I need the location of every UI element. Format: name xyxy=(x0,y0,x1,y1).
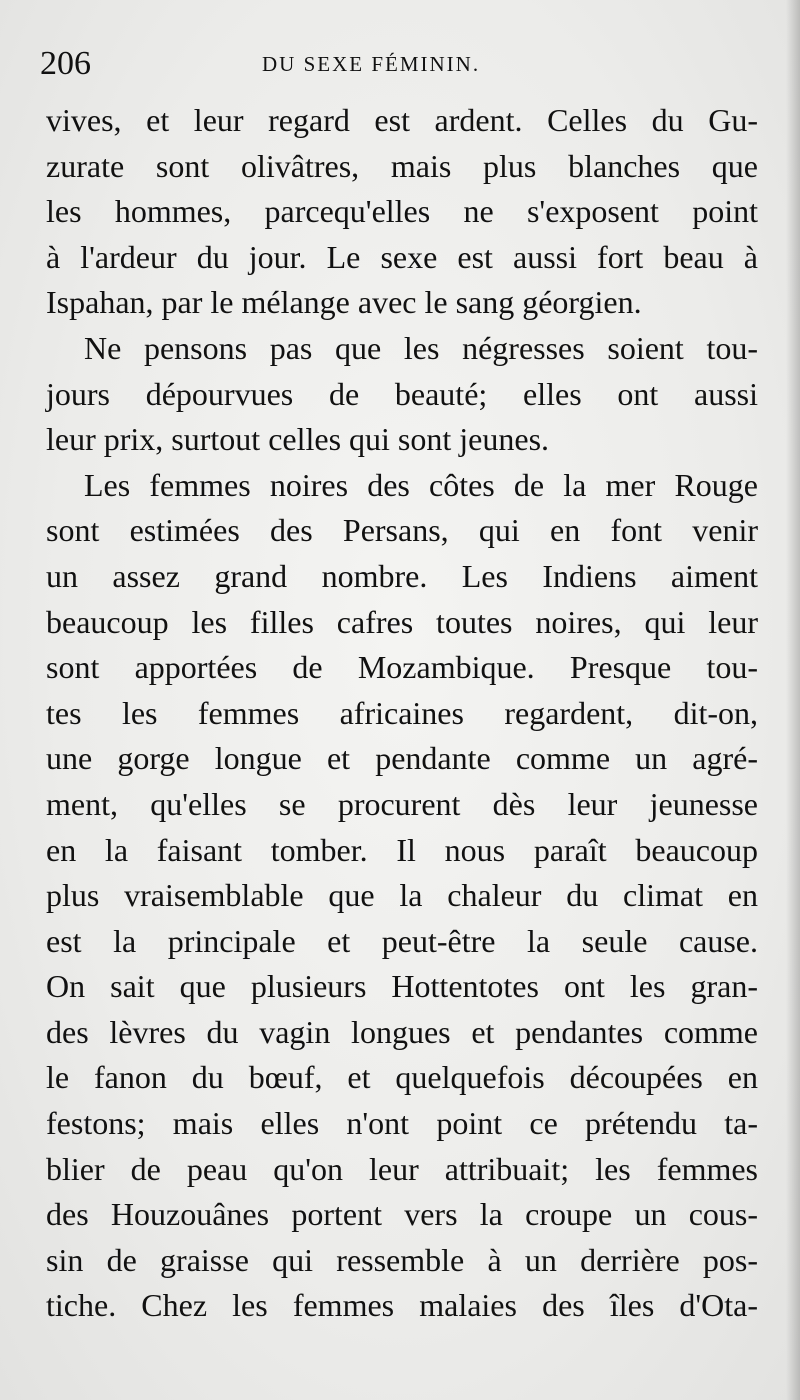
page-edge-shadow xyxy=(786,0,800,1400)
text-line: un assez grand nombre. Les Indiens aiment xyxy=(46,557,758,594)
text-line: vives, et leur regard est ardent. Celles du Gu- xyxy=(46,102,758,138)
running-head: DU SEXE FÉMININ. xyxy=(262,52,481,76)
text-line: est la principale et peut-être la seule cause. xyxy=(46,922,758,959)
page-number: 206 xyxy=(40,45,91,82)
text-line: zurate sont olivâtres, mais plus blanches que xyxy=(46,147,758,184)
text-line: des Houzouânes portent vers la croupe un cous- xyxy=(46,1196,758,1233)
text-line: Les femmes noires des côtes de la mer Rouge xyxy=(84,466,758,503)
text-line: leur prix, surtout celles qui sont jeunes. xyxy=(46,421,550,458)
text-line: beaucoup les filles cafres toutes noires, qui leur xyxy=(46,603,758,640)
text-line: le fanon du bœuf, et quelquefois découpées en xyxy=(46,1059,758,1096)
text-line: On sait que plusieurs Hottentotes ont les gran- xyxy=(46,968,758,1005)
text-line: Ispahan, par le mélange avec le sang géorgien. xyxy=(46,284,642,321)
text-line: à l'ardeur du jour. Le sexe est aussi fort beau à xyxy=(46,238,758,275)
text-line: les hommes, parcequ'elles ne s'exposent point xyxy=(46,193,758,230)
text-line: une gorge longue et pendante comme un agré- xyxy=(46,740,758,777)
text-line: sin de graisse qui ressemble à un derrière pos- xyxy=(46,1241,758,1278)
text-line: tes les femmes africaines regardent, dit-on, xyxy=(46,694,758,731)
text-line: tiche. Chez les femmes malaies des îles d'Ota- xyxy=(46,1287,758,1324)
text-line: festons; mais elles n'ont point ce prétendu ta- xyxy=(46,1105,758,1142)
text-line: plus vraisemblable que la chaleur du climat en xyxy=(46,877,758,914)
text-line: sont apportées de Mozambique. Presque tou- xyxy=(46,649,758,686)
text-line: jours dépourvues de beauté; elles ont aussi xyxy=(46,375,758,412)
text-line: ment, qu'elles se procurent dès leur jeunesse xyxy=(46,785,758,822)
text-line: en la faisant tomber. Il nous paraît beaucoup xyxy=(46,831,758,868)
text-line: Ne pensons pas que les négresses soient tou- xyxy=(84,329,758,366)
text-line: blier de peau qu'on leur attribuait; les femmes xyxy=(46,1150,758,1187)
body-text xyxy=(46,98,758,1329)
text-line: des lèvres du vagin longues et pendantes comme xyxy=(46,1013,758,1050)
page-header xyxy=(40,40,760,88)
text-line: sont estimées des Persans, qui en font venir xyxy=(46,512,758,549)
